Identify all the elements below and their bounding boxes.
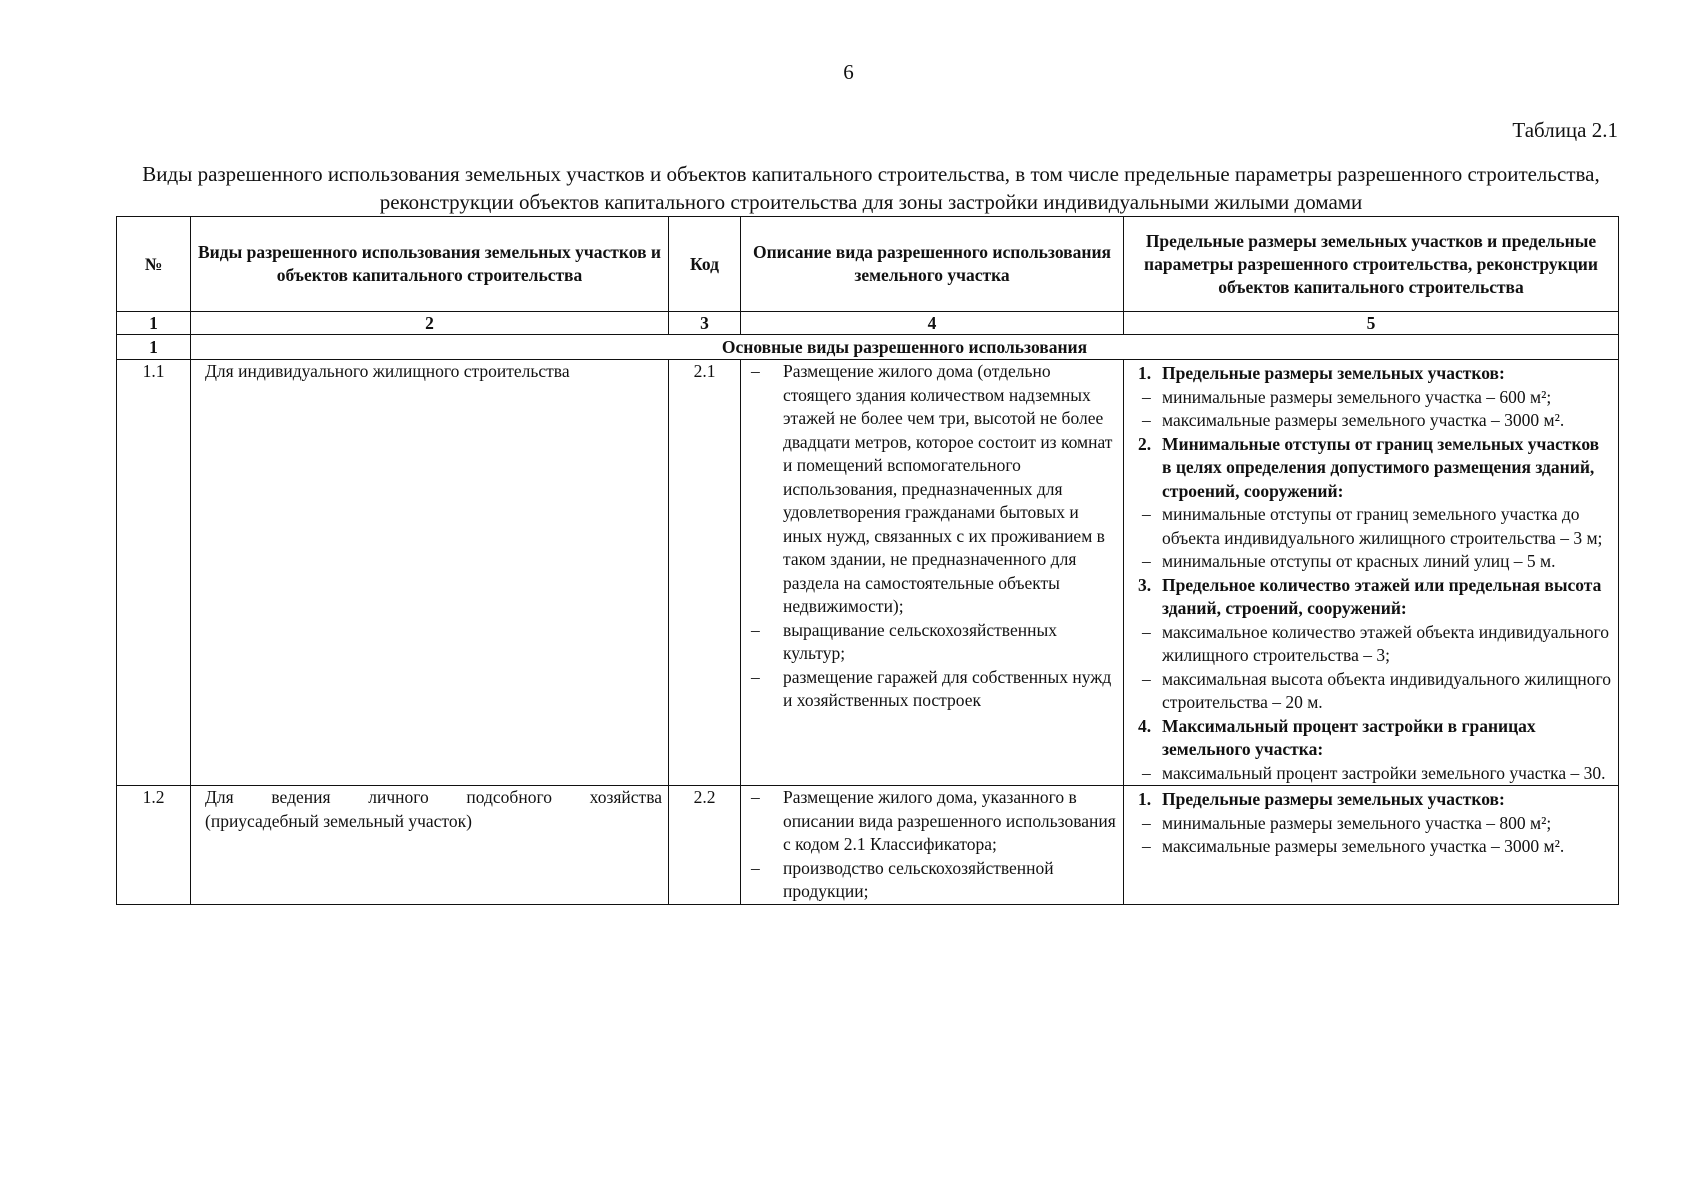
use-parameters — [1124, 786, 1619, 905]
section-number: 1 — [117, 335, 191, 360]
column-number: 1 — [117, 312, 191, 335]
table-row — [117, 786, 1619, 905]
description-item: – Размещение жилого дома (отдельно стоящего здания количеством надземных этажей не более чем три, высотой не более двадцати метров, которое состоит из комнат и помещений вспомогательного использования, предназначенных для удовлетворения гражданами бытовых и иных нужд, связанных с их проживанием в таком здании, не предназначенного для раздела на самостоятельные объекты недвижимости); — [747, 360, 1117, 619]
parameter-heading: 2. Минимальные отступы от границ земельных участков в целях определения допустимого размещения зданий, строений, сооружений: — [1138, 433, 1600, 501]
land-use-table — [116, 216, 1619, 905]
use-parameters — [1124, 360, 1619, 786]
table-row — [117, 360, 1619, 786]
parameter-item: – максимальная высота объекта индивидуального жилищного строительства – 20 м. — [1138, 668, 1612, 715]
header-parameters: Предельные размеры земельных участков и предельные параметры разрешенного строительства, реконструкции объектов капитального строительства — [1124, 217, 1619, 312]
use-type-name-line: Для ведения личного подсобного хозяйства — [205, 787, 662, 807]
use-type-name-line: Для индивидуального жилищного строительства — [205, 361, 570, 381]
parameter-heading: 1. Предельные размеры земельных участков: — [1138, 363, 1505, 383]
document-title: Виды разрешенного использования земельных участков и объектов капитального строительства, в том числе предельные параметры разрешенного строительства, реконструкции объектов капитального строительства для зоны застройки индивидуальными жилыми домами — [142, 162, 1600, 214]
use-type-name — [191, 360, 669, 786]
parameter-item: – максимальный процент застройки земельного участка – 30. — [1138, 762, 1612, 786]
page-number: 6 — [843, 60, 854, 84]
description-item: – Размещение жилого дома, указанного в описании вида разрешенного использования с кодом 2.1 Классификатора; — [747, 786, 1117, 857]
parameter-item: – минимальные отступы от границ земельного участка до объекта индивидуального жилищного строительства – 3 м; — [1138, 503, 1612, 550]
description-item: – производство сельскохозяйственной продукции; — [747, 857, 1117, 904]
use-description — [741, 786, 1124, 905]
column-number: 2 — [191, 312, 669, 335]
column-number-row — [117, 312, 1619, 335]
column-number: 3 — [669, 312, 741, 335]
parameter-heading: 3. Предельное количество этажей или предельная высота зданий, строений, сооружений: — [1138, 574, 1602, 618]
row-number: 1.1 — [117, 360, 191, 786]
section-title: Основные виды разрешенного использования — [191, 335, 1619, 360]
table-label: Таблица 2.1 — [1512, 118, 1618, 142]
parameter-item: – минимальные размеры земельного участка – 600 м²; — [1138, 386, 1612, 410]
use-code: 2.2 — [669, 786, 741, 905]
use-type-name — [191, 786, 669, 905]
parameter-item: – минимальные отступы от красных линий улиц – 5 м. — [1138, 550, 1612, 574]
header-use-type: Виды разрешенного использования земельных участков и объектов капитального строительства — [191, 217, 669, 312]
header-number: № — [117, 217, 191, 312]
description-item: – выращивание сельскохозяйственных культур; — [747, 619, 1117, 666]
parameter-item: – максимальное количество этажей объекта индивидуального жилищного строительства – 3; — [1138, 621, 1612, 668]
parameter-item: – максимальные размеры земельного участка – 3000 м². — [1138, 409, 1612, 433]
column-number: 4 — [741, 312, 1124, 335]
parameter-heading: 1. Предельные размеры земельных участков: — [1138, 789, 1505, 809]
use-type-name-line: (приусадебный земельный участок) — [205, 810, 472, 831]
use-description — [741, 360, 1124, 786]
section-row — [117, 335, 1619, 360]
parameter-heading: 4. Максимальный процент застройки в границах земельного участка: — [1138, 715, 1536, 759]
parameter-item: – максимальные размеры земельного участка – 3000 м². — [1138, 835, 1612, 859]
row-number: 1.2 — [117, 786, 191, 905]
header-code: Код — [669, 217, 741, 312]
header-description: Описание вида разрешенного использования земельного участка — [741, 217, 1124, 312]
use-code: 2.1 — [669, 360, 741, 786]
description-item: – размещение гаражей для собственных нужд и хозяйственных построек — [747, 666, 1117, 713]
table-header-row — [117, 217, 1619, 312]
parameter-item: – минимальные размеры земельного участка – 800 м²; — [1138, 812, 1612, 836]
column-number: 5 — [1124, 312, 1619, 335]
